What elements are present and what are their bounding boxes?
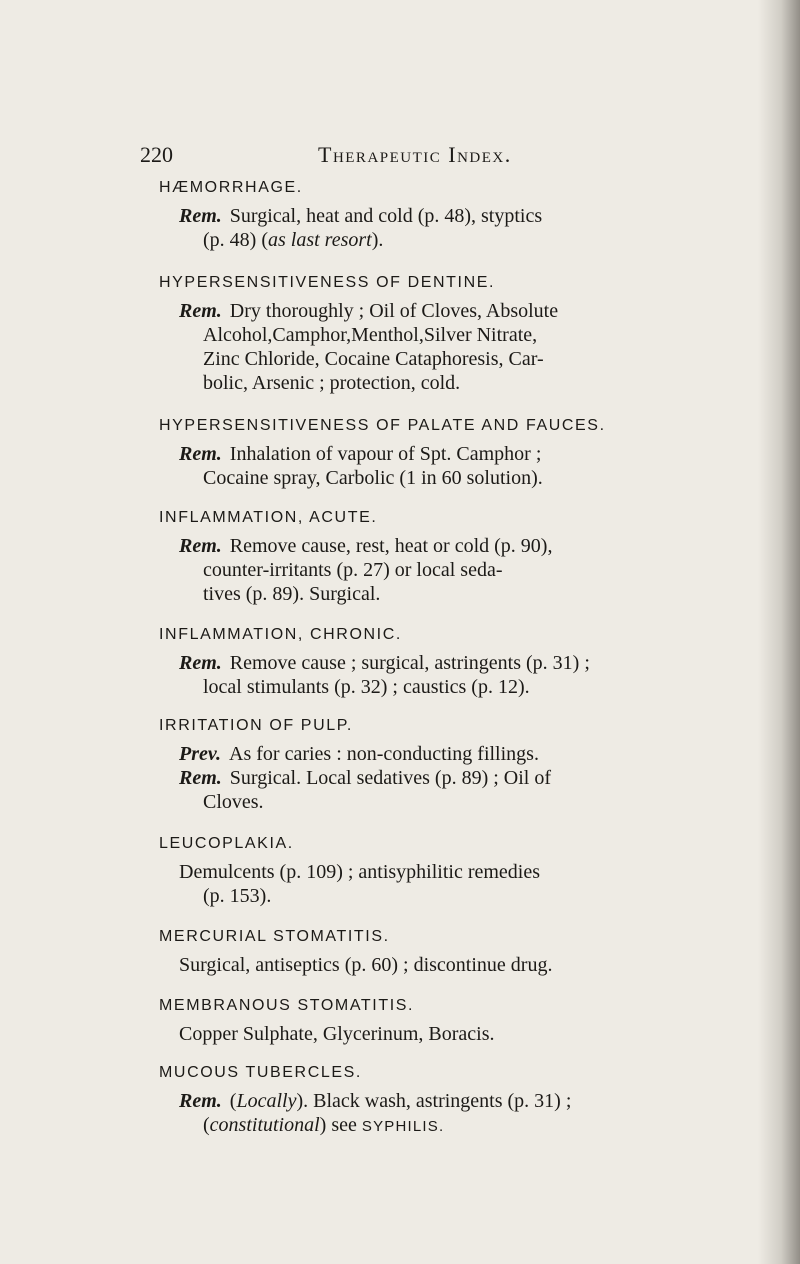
index-entry-mercurial-stomatitis — [159, 927, 719, 977]
entry-line — [159, 1089, 719, 1113]
remedy-label: Rem. — [179, 300, 222, 322]
entry-text: ). Black wash, astringents (p. 31) ; — [296, 1090, 572, 1112]
entry-text: ( — [203, 1114, 210, 1136]
entry-line: bolic, Arsenic ; protection, cold. — [203, 372, 461, 394]
entry-line: Surgical, antiseptics (p. 60) ; discontinue drug. — [179, 954, 553, 976]
entry-text: Dry thoroughly ; Oil of Cloves, Absolute — [229, 300, 559, 322]
index-entry-leucoplakia — [159, 834, 719, 908]
entry-line: counter-irritants (p. 27) or local seda- — [203, 559, 503, 581]
entry-line: Alcohol,Camphor,Menthol,Silver Nitrate, — [203, 324, 538, 346]
entry-text: Remove cause, rest, heat or cold (p. 90), — [229, 535, 553, 557]
entry-heading: HYPERSENSITIVENESS OF PALATE AND FAUCES. — [159, 417, 606, 434]
index-entry-haemorrhage — [159, 178, 719, 252]
remedy-label: Rem. — [179, 205, 222, 227]
entry-italic: Locally — [236, 1090, 297, 1112]
entry-line: Demulcents (p. 109) ; antisyphilitic remedies — [179, 861, 541, 883]
remedy-label: Rem. — [179, 1090, 222, 1112]
entry-text: (p. 48) ( — [203, 229, 268, 251]
entry-line: Cocaine spray, Carbolic (1 in 60 solution). — [203, 467, 543, 489]
entry-text: As for caries : non-conducting fillings. — [229, 743, 539, 765]
entry-text: Surgical. Local sedatives (p. 89) ; Oil of — [229, 767, 552, 789]
entry-line: Copper Sulphate, Glycerinum, Boracis. — [179, 1023, 495, 1045]
remedy-label: Rem. — [179, 652, 222, 674]
prevention-label: Prev. — [179, 743, 222, 765]
entry-heading: INFLAMMATION, CHRONIC. — [159, 626, 402, 643]
entry-heading: INFLAMMATION, ACUTE. — [159, 509, 378, 526]
entry-line — [159, 651, 719, 675]
entry-line — [159, 534, 719, 558]
entry-italic: constitutional — [209, 1114, 320, 1136]
entry-line — [159, 299, 719, 323]
index-entry-inflammation-acute — [159, 508, 719, 606]
entry-line — [159, 442, 719, 466]
entry-heading: HYPERSENSITIVENESS OF DENTINE. — [159, 274, 496, 291]
page-edge-shadow — [758, 0, 800, 1264]
entry-line: local stimulants (p. 32) ; caustics (p. 12). — [203, 676, 530, 698]
entry-line — [159, 766, 719, 790]
entry-heading: HÆMORRHAGE. — [159, 179, 303, 196]
index-entry-palate — [159, 416, 719, 490]
entry-text: Inhalation of vapour of Spt. Camphor ; — [229, 443, 542, 465]
index-entry-membranous-stomatitis — [159, 996, 719, 1046]
entry-text: ) see — [319, 1114, 362, 1136]
remedy-label: Rem. — [179, 443, 222, 465]
entry-line: Zinc Chloride, Cocaine Cataphoresis, Car- — [203, 348, 544, 370]
running-title: Therapeutic Index. — [318, 142, 512, 167]
cross-reference: SYPHILIS. — [361, 1118, 445, 1135]
entry-line: Cloves. — [203, 791, 264, 813]
entry-line: tives (p. 89). Surgical. — [203, 583, 381, 605]
entry-heading: LEUCOPLAKIA. — [159, 835, 294, 852]
entry-heading: IRRITATION OF PULP. — [159, 717, 353, 734]
index-entry-mucous-tubercles — [159, 1063, 719, 1139]
index-entry-irritation-pulp — [159, 716, 719, 814]
entry-text: ( — [229, 1090, 237, 1112]
entry-heading: MERCURIAL STOMATITIS. — [159, 928, 390, 945]
page-number: 220 — [140, 142, 173, 167]
index-entry-inflammation-chronic — [159, 625, 719, 699]
entry-line — [159, 742, 719, 766]
entry-italic: as last resort — [267, 229, 372, 251]
entry-line — [159, 228, 719, 252]
entry-line: (p. 153). — [203, 885, 272, 907]
entry-text: Surgical, heat and cold (p. 48), styptics — [229, 205, 543, 227]
entry-line — [159, 204, 719, 228]
entry-heading: MUCOUS TUBERCLES. — [159, 1064, 362, 1081]
entry-line — [159, 1113, 719, 1139]
remedy-label: Rem. — [179, 767, 222, 789]
entry-text: ). — [371, 229, 384, 251]
index-entry-dentine — [159, 273, 719, 395]
remedy-label: Rem. — [179, 535, 222, 557]
entry-heading: MEMBRANOUS STOMATITIS. — [159, 997, 415, 1014]
entry-text: Remove cause ; surgical, astringents (p. 31) ; — [229, 652, 590, 674]
